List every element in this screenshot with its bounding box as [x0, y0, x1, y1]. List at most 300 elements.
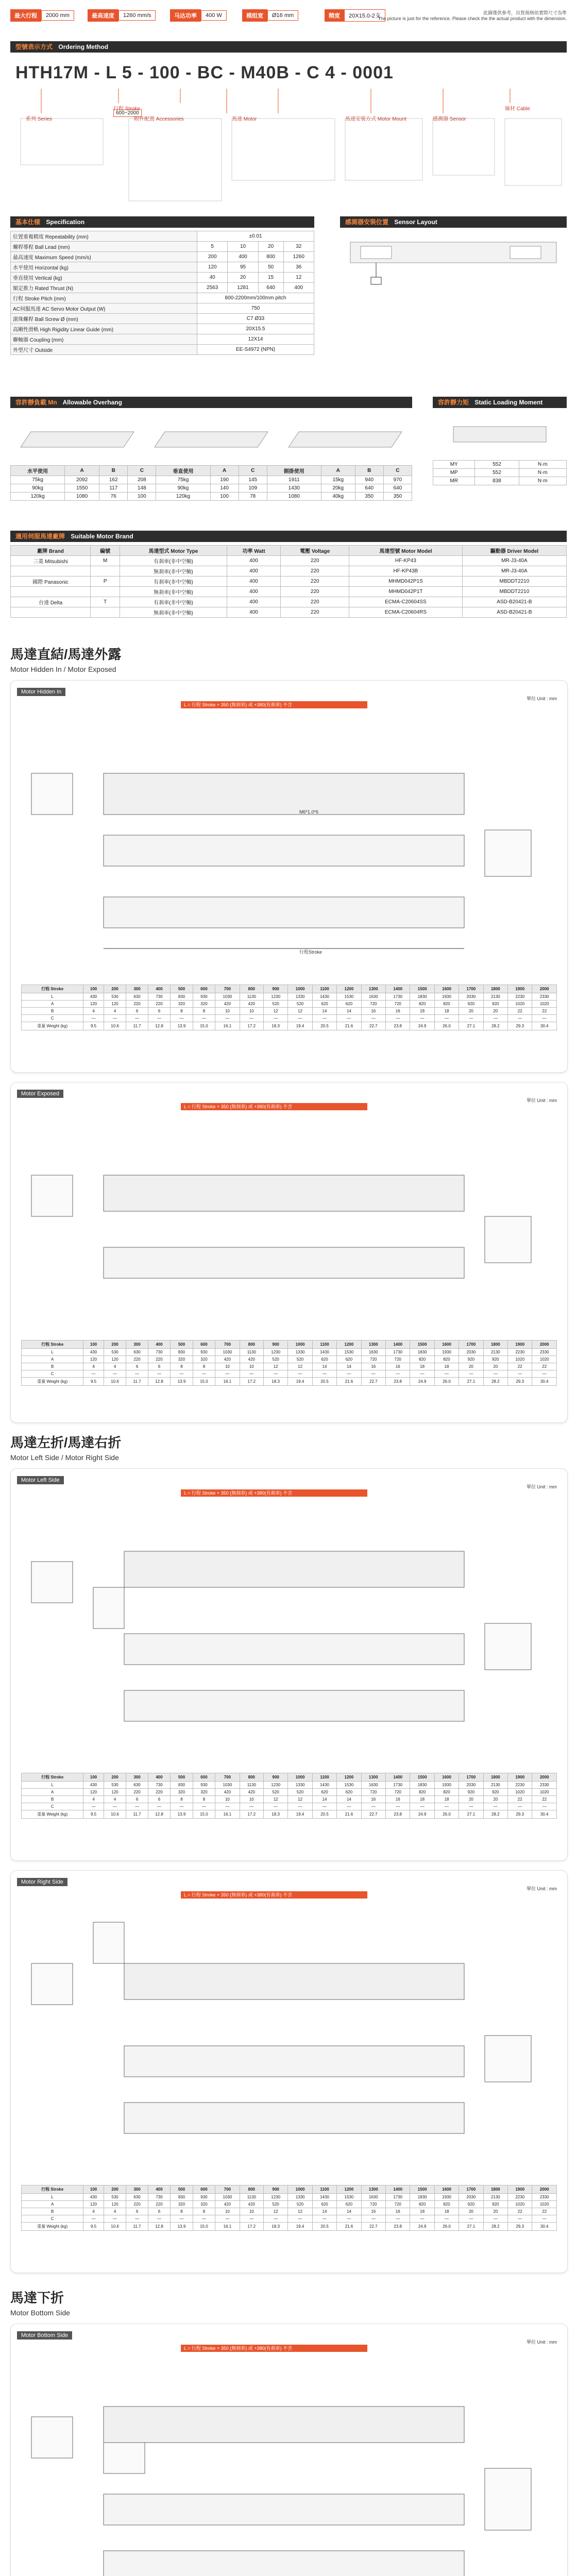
table-cell: 20 — [459, 2208, 483, 2215]
table-cell: 15.0 — [193, 1022, 215, 1030]
spec-label: 垂直使用 Vertical (kg) — [11, 273, 197, 283]
table-cell: — — [312, 2215, 336, 2223]
table-cell: 2092 — [65, 476, 99, 484]
table-cell: — — [126, 1803, 148, 1810]
table-cell: 14 — [312, 1796, 336, 1803]
table-cell: 190 — [210, 476, 239, 484]
table-header-cell: 2000 — [532, 985, 557, 993]
table-cell: 29.3 — [508, 1378, 532, 1386]
table-cell: 12.8 — [148, 1810, 170, 1819]
dim-table — [21, 985, 557, 1030]
table-cell: — — [288, 1015, 312, 1022]
table-cell: — — [263, 1370, 287, 1378]
table-cell: 30.4 — [532, 2223, 557, 2231]
table-cell: 9.5 — [83, 1022, 104, 1030]
cap-accessories: 附件配置 Accessories — [134, 116, 184, 122]
table-cell: 17.2 — [240, 2223, 263, 2231]
table-cell: 620 — [312, 2201, 336, 2208]
table-row — [11, 303, 314, 314]
card-tag — [17, 1476, 64, 1484]
table-cell: 120 — [83, 1789, 104, 1796]
table-cell: 4 — [83, 2208, 104, 2215]
table-cell: 720 — [386, 1356, 410, 1363]
table-header-row — [22, 985, 557, 993]
table-cell: 1330 — [288, 2194, 312, 2201]
card-label: Motor Left Side — [17, 1476, 64, 1484]
table-header-cell: 馬達型號 Motor Model — [349, 546, 463, 556]
table-cell: 920 — [483, 2201, 507, 2208]
table-cell: 730 — [148, 2194, 170, 2201]
table-row — [11, 283, 314, 293]
table-row — [11, 262, 314, 273]
table-cell: 4 — [104, 1008, 126, 1015]
table-header-cell: 1900 — [508, 985, 532, 993]
table-cell: 640 — [383, 484, 412, 493]
table-cell: 23.8 — [386, 2223, 410, 2231]
spec-label: 水平使用 Horizontal (kg) — [11, 262, 197, 273]
table-cell: 10 — [240, 1796, 263, 1803]
drawing-unit: 單位 Unit : mm — [526, 2340, 557, 2345]
table-cell: 12 — [288, 2208, 312, 2215]
table-cell: 220 — [281, 577, 349, 587]
table-row — [433, 469, 567, 477]
table-header-cell: 900 — [263, 1773, 287, 1782]
table-cell: 520 — [288, 1789, 312, 1796]
table-cell: 120 — [83, 1356, 104, 1363]
table-cell: 2230 — [508, 1349, 532, 1356]
table-cell: 630 — [126, 993, 148, 1001]
table-header-cell: C — [383, 466, 412, 476]
spec-value: 640 — [258, 283, 283, 293]
table-cell: — — [83, 1803, 104, 1810]
table-cell: 320 — [193, 1356, 215, 1363]
spec-title-en: Specification — [46, 218, 85, 226]
table-cell: 520 — [263, 1789, 287, 1796]
table-cell: 16 — [361, 1796, 385, 1803]
table-cell: 220 — [126, 1789, 148, 1796]
table-header-cell: 1200 — [337, 985, 361, 993]
table-cell: 820 — [434, 2201, 459, 2208]
static-table — [433, 460, 567, 485]
table-cell: — — [83, 2215, 104, 2223]
table-cell: 120 — [83, 1001, 104, 1008]
table-cell: 19.4 — [288, 1378, 312, 1386]
top-note-cn: 此圖僅供參考，出貨規格依實際尺寸為準 — [483, 10, 567, 15]
table-cell: 1020 — [508, 2201, 532, 2208]
table-header-cell: 300 — [126, 2185, 148, 2194]
table-header-cell: 水平使用 — [11, 466, 65, 476]
table-header-cell: 行程 Stroke — [22, 2185, 83, 2194]
table-header-cell: 400 — [148, 2185, 170, 2194]
spec-value: 12X14 — [197, 334, 314, 345]
table-cell: 520 — [288, 2201, 312, 2208]
sensor-title-cn: 感測器安裝位置 — [345, 218, 389, 226]
motor-brand-section — [10, 531, 567, 634]
spec-value: 800 — [258, 252, 283, 262]
table-header-cell: 2000 — [532, 1773, 557, 1782]
table-cell: 220 — [148, 1789, 170, 1796]
table-cell: M — [91, 556, 120, 566]
table-cell: 8 — [171, 1008, 193, 1015]
table-cell: 920 — [459, 1001, 483, 1008]
table-row — [22, 1356, 557, 1363]
table-header-cell: B — [99, 466, 128, 476]
table-row — [11, 607, 567, 618]
table-cell: 28.2 — [483, 1810, 507, 1819]
table-cell: — — [410, 1015, 434, 1022]
table-cell: — — [288, 2215, 312, 2223]
table-header-cell: A — [210, 466, 239, 476]
motor-brand-title-en: Suitable Motor Brand — [71, 533, 133, 540]
table-cell: — — [148, 1370, 170, 1378]
table-cell: 4 — [83, 1008, 104, 1015]
table-cell: A — [22, 1001, 83, 1008]
spec-label: 最高速度 Maximum Speed (mm/s) — [11, 252, 197, 262]
table-header-cell: 1100 — [312, 2185, 336, 2194]
table-cell: 208 — [128, 476, 156, 484]
table-cell: 2230 — [508, 1782, 532, 1789]
table-cell: 78 — [239, 493, 267, 501]
table-header-cell: 1800 — [483, 1341, 507, 1349]
table-row — [22, 1803, 557, 1810]
table-row — [11, 334, 314, 345]
table-header-cell: 800 — [240, 985, 263, 993]
table-cell: B — [22, 1008, 83, 1015]
card-label: Motor Bottom Side — [17, 2331, 72, 2340]
spec-pill-value: 1260 mm/s — [118, 10, 156, 21]
table-row — [11, 324, 314, 334]
table-cell: 120 — [104, 1789, 126, 1796]
table-cell: 2030 — [459, 2194, 483, 2201]
table-cell: A — [22, 1356, 83, 1363]
table-cell: 10.6 — [104, 2223, 126, 2231]
table-row — [22, 1022, 557, 1030]
table-header-cell: 100 — [83, 2185, 104, 2194]
dim-table — [21, 1773, 557, 1819]
table-cell: 1130 — [240, 1349, 263, 1356]
table-cell: 1730 — [386, 1349, 410, 1356]
table-cell: 1020 — [532, 1356, 557, 1363]
table-cell: 720 — [361, 1356, 385, 1363]
table-cell: 320 — [193, 1789, 215, 1796]
table-cell — [91, 566, 120, 577]
table-cell: 14 — [312, 2208, 336, 2215]
card-motor-left — [10, 1468, 568, 1861]
drawing-banner: L = 行程 Stroke + 350 (無刹車) 或 +380(有刹車) 不含 — [181, 1103, 367, 1110]
table-header-cell: 600 — [193, 985, 215, 993]
table-header-cell: 側掛使用 — [267, 466, 321, 476]
table-cell: 27.1 — [459, 1022, 483, 1030]
table-cell: 11.7 — [126, 1378, 148, 1386]
table-cell: — — [171, 1370, 193, 1378]
table-header-cell: 600 — [193, 1773, 215, 1782]
table-header-cell: 400 — [148, 1773, 170, 1782]
table-cell: — — [483, 1803, 507, 1810]
drawing-unit: 單位 Unit : mm — [526, 1886, 557, 1891]
table-cell: 140 — [210, 484, 239, 493]
table-row — [22, 2215, 557, 2223]
spec-value: 15 — [258, 273, 283, 283]
table-cell: 120kg — [11, 493, 65, 501]
drawing-banner: L = 行程 Stroke + 350 (無刹車) 或 +380(有刹車) 不含 — [181, 701, 367, 708]
spec-label: 滾珠螺桿 Ball Screw Ø (mm) — [11, 314, 197, 324]
table-cell: — — [386, 2215, 410, 2223]
section-bottom-header — [10, 2287, 567, 2318]
table-cell: 27.1 — [459, 1810, 483, 1819]
table-cell: 1630 — [361, 1782, 385, 1789]
table-header-cell: 600 — [193, 2185, 215, 2194]
spec-pill — [88, 9, 156, 22]
section-side-title-cn: 馬達左折/馬達右折 — [10, 1435, 122, 1450]
spec-label: 高剛性滑軌 High Rigidity Linear Guide (mm) — [11, 324, 197, 334]
table-cell: ASD-B20421-B — [462, 607, 566, 618]
table-cell: 12 — [288, 1796, 312, 1803]
table-cell: 1830 — [410, 1349, 434, 1356]
table-cell: 2230 — [508, 993, 532, 1001]
table-cell: 120kg — [156, 493, 210, 501]
drawing-unit: 單位 Unit : mm — [526, 696, 557, 701]
sensor-title — [340, 216, 567, 228]
table-cell: 19.4 — [288, 1810, 312, 1819]
table-header-cell: 600 — [193, 1341, 215, 1349]
table-cell: 1020 — [532, 2201, 557, 2208]
table-cell: 920 — [459, 1789, 483, 1796]
table-header-cell: 2000 — [532, 1341, 557, 1349]
table-row — [11, 597, 567, 607]
table-cell: 6 — [148, 1796, 170, 1803]
spec-pill-key: 精度 — [325, 9, 344, 22]
table-cell: 930 — [193, 993, 215, 1001]
spec-value: 95 — [228, 262, 258, 273]
table-cell: 520 — [263, 1356, 287, 1363]
spec-value: 750 — [197, 303, 314, 314]
table-cell: — — [288, 1803, 312, 1810]
top-note-en: The picture is just for the reference. Please check the the actual product with the dimension. — [378, 16, 567, 21]
table-cell: — — [263, 1803, 287, 1810]
table-cell: — — [126, 2215, 148, 2223]
table-header-cell: 1000 — [288, 985, 312, 993]
table-cell: 940 — [355, 476, 383, 484]
table-cell: 27.1 — [459, 1378, 483, 1386]
spec-value: 2563 — [197, 283, 228, 293]
table-cell: 220 — [126, 1356, 148, 1363]
table-cell: 320 — [193, 2201, 215, 2208]
table-cell: 76 — [99, 493, 128, 501]
table-cell: — — [215, 1803, 240, 1810]
table-header-cell: 1300 — [361, 1773, 385, 1782]
table-cell: 29.3 — [508, 2223, 532, 2231]
spec-label: 位置重複精度 Repeatability (mm) — [11, 231, 197, 242]
table-header-cell: 1400 — [386, 1341, 410, 1349]
table-row — [11, 252, 314, 262]
table-cell: C — [22, 2215, 83, 2223]
table-cell: 320 — [171, 2201, 193, 2208]
table-cell: 2330 — [532, 1349, 557, 1356]
table-cell: 9.5 — [83, 1378, 104, 1386]
table-cell: 400 — [227, 587, 281, 597]
table-cell: 9.5 — [83, 2223, 104, 2231]
table-cell: 11.7 — [126, 1022, 148, 1030]
table-cell: 16 — [361, 1008, 385, 1015]
table-cell: 22.7 — [361, 1810, 385, 1819]
table-cell: 26.0 — [434, 1022, 459, 1030]
table-header-cell: 功率 Watt — [227, 546, 281, 556]
table-cell: 20.5 — [312, 1810, 336, 1819]
table-row — [11, 314, 314, 324]
table-cell: 120 — [104, 1001, 126, 1008]
table-cell: 720 — [386, 2201, 410, 2208]
table-cell: 21.6 — [337, 2223, 361, 2231]
table-cell: 400 — [227, 566, 281, 577]
table-cell: 4 — [104, 2208, 126, 2215]
spec-pill-key: 最大行程 — [10, 9, 41, 22]
table-cell: 22 — [508, 2208, 532, 2215]
drawing-unit: 單位 Unit : mm — [526, 1484, 557, 1489]
table-cell: — — [508, 1370, 532, 1378]
table-header-cell: 800 — [240, 1773, 263, 1782]
table-cell: 75kg — [156, 476, 210, 484]
table-cell: — — [148, 1803, 170, 1810]
table-cell: 1830 — [410, 1782, 434, 1789]
table-cell: — — [215, 2215, 240, 2223]
drawing-unit: 單位 Unit : mm — [526, 1098, 557, 1103]
table-cell: 10.6 — [104, 1022, 126, 1030]
table-cell: MHMD042P1S — [349, 577, 463, 587]
table-cell: — — [312, 1015, 336, 1022]
table-header-cell: 800 — [240, 2185, 263, 2194]
table-cell: 18.3 — [263, 1022, 287, 1030]
card-motor-bottom — [10, 2324, 568, 2576]
cap-stroke-range: 600~2000 — [113, 109, 142, 117]
table-cell: 有刹車(非中空軸) — [120, 556, 227, 566]
spec-label: AC伺服馬達 AC Servo Motor Output (W) — [11, 303, 197, 314]
table-header-cell: 1700 — [459, 985, 483, 993]
table-cell: — — [263, 1015, 287, 1022]
spec-pill-key: 最高速度 — [88, 9, 118, 22]
table-cell: 17.2 — [240, 1378, 263, 1386]
table-cell: 552 — [475, 469, 519, 477]
table-cell: 1230 — [263, 993, 287, 1001]
table-header-cell: 1000 — [288, 2185, 312, 2194]
table-cell: 20 — [459, 1796, 483, 1803]
table-cell: 18 — [410, 2208, 434, 2215]
table-cell: 30.4 — [532, 1810, 557, 1819]
spec-value: C7 Ø33 — [197, 314, 314, 324]
table-header-cell: 300 — [126, 1773, 148, 1782]
table-row — [22, 993, 557, 1001]
table-cell: 4 — [83, 1363, 104, 1370]
table-cell: 400 — [227, 597, 281, 607]
table-header-cell: 200 — [104, 1773, 126, 1782]
table-header-cell: C — [128, 466, 156, 476]
table-cell: 10 — [215, 1008, 240, 1015]
table-cell: 100 — [128, 493, 156, 501]
table-cell: 10 — [215, 2208, 240, 2215]
table-cell: 20 — [483, 1008, 507, 1015]
table-header-cell: 200 — [104, 1341, 126, 1349]
table-cell: 14 — [312, 1363, 336, 1370]
table-row — [22, 1008, 557, 1015]
table-cell: 1730 — [386, 2194, 410, 2201]
table-cell: 1550 — [65, 484, 99, 493]
table-cell: 20 — [483, 1796, 507, 1803]
table-header-cell: 300 — [126, 985, 148, 993]
table-cell: 18.3 — [263, 1378, 287, 1386]
table-cell: 19.4 — [288, 1022, 312, 1030]
section-bottom-title-cn: 馬達下折 — [10, 2290, 64, 2306]
dim-label: M6*1.0*6 — [299, 809, 319, 815]
table-cell: 220 — [281, 607, 349, 618]
section-inline-title-en: Motor Hidden In / Motor Exposed — [10, 665, 116, 673]
table-cell: 29.3 — [508, 1810, 532, 1819]
table-cell: — — [361, 1803, 385, 1810]
table-cell: 400 — [227, 607, 281, 618]
table-cell: 21.6 — [337, 1378, 361, 1386]
table-cell: 24.9 — [410, 2223, 434, 2231]
table-cell: 18.3 — [263, 1810, 287, 1819]
card-label: Motor Hidden In — [17, 688, 65, 696]
table-cell: — — [215, 1370, 240, 1378]
table-cell: N·m — [519, 477, 566, 485]
table-cell: 400 — [227, 577, 281, 587]
table-cell: N·m — [519, 461, 566, 469]
spec-label: 額定推力 Rated Thrust (N) — [11, 283, 197, 293]
table-cell: 21.6 — [337, 1810, 361, 1819]
table-cell: — — [148, 2215, 170, 2223]
table-cell: L — [22, 1349, 83, 1356]
ordering-title — [10, 41, 567, 53]
table-row — [11, 345, 314, 355]
table-cell: — — [240, 1015, 263, 1022]
table-cell: 22 — [532, 1796, 557, 1803]
table-cell: 320 — [193, 1001, 215, 1008]
table-cell: 三菱 Mitsubishi — [11, 556, 91, 566]
table-cell: 13.9 — [171, 1810, 193, 1819]
table-cell: 22 — [532, 1008, 557, 1015]
table-cell: 12 — [263, 1363, 287, 1370]
cap-stroke: 行程 Stroke — [113, 106, 140, 112]
table-cell: 16 — [386, 1008, 410, 1015]
table-cell: 10 — [215, 1363, 240, 1370]
table-cell: 320 — [171, 1001, 193, 1008]
table-cell: 420 — [240, 2201, 263, 2208]
table-cell: 1830 — [410, 2194, 434, 2201]
table-cell: 2330 — [532, 2194, 557, 2201]
table-cell: 1430 — [312, 2194, 336, 2201]
table-cell: 620 — [337, 1789, 361, 1796]
table-cell: 630 — [126, 1782, 148, 1789]
table-cell: 2230 — [508, 2194, 532, 2201]
table-cell: 520 — [263, 1001, 287, 1008]
table-row — [11, 476, 412, 484]
table-cell: 920 — [483, 1001, 507, 1008]
table-cell: — — [434, 2215, 459, 2223]
table-cell: 420 — [240, 1001, 263, 1008]
table-cell: 14 — [337, 2208, 361, 2215]
table-cell: 820 — [410, 2201, 434, 2208]
table-cell: 220 — [281, 587, 349, 597]
table-header-cell: 1600 — [434, 1773, 459, 1782]
table-cell: 6 — [148, 1008, 170, 1015]
table-row — [22, 1789, 557, 1796]
table-cell: 18 — [434, 1363, 459, 1370]
table-cell: 730 — [148, 1349, 170, 1356]
static-title-en: Static Loading Moment — [474, 399, 543, 406]
table-cell: 220 — [148, 1356, 170, 1363]
table-cell: 重量 Weight (kg) — [22, 1810, 83, 1819]
table-cell: 1080 — [65, 493, 99, 501]
table-cell: A — [22, 2201, 83, 2208]
